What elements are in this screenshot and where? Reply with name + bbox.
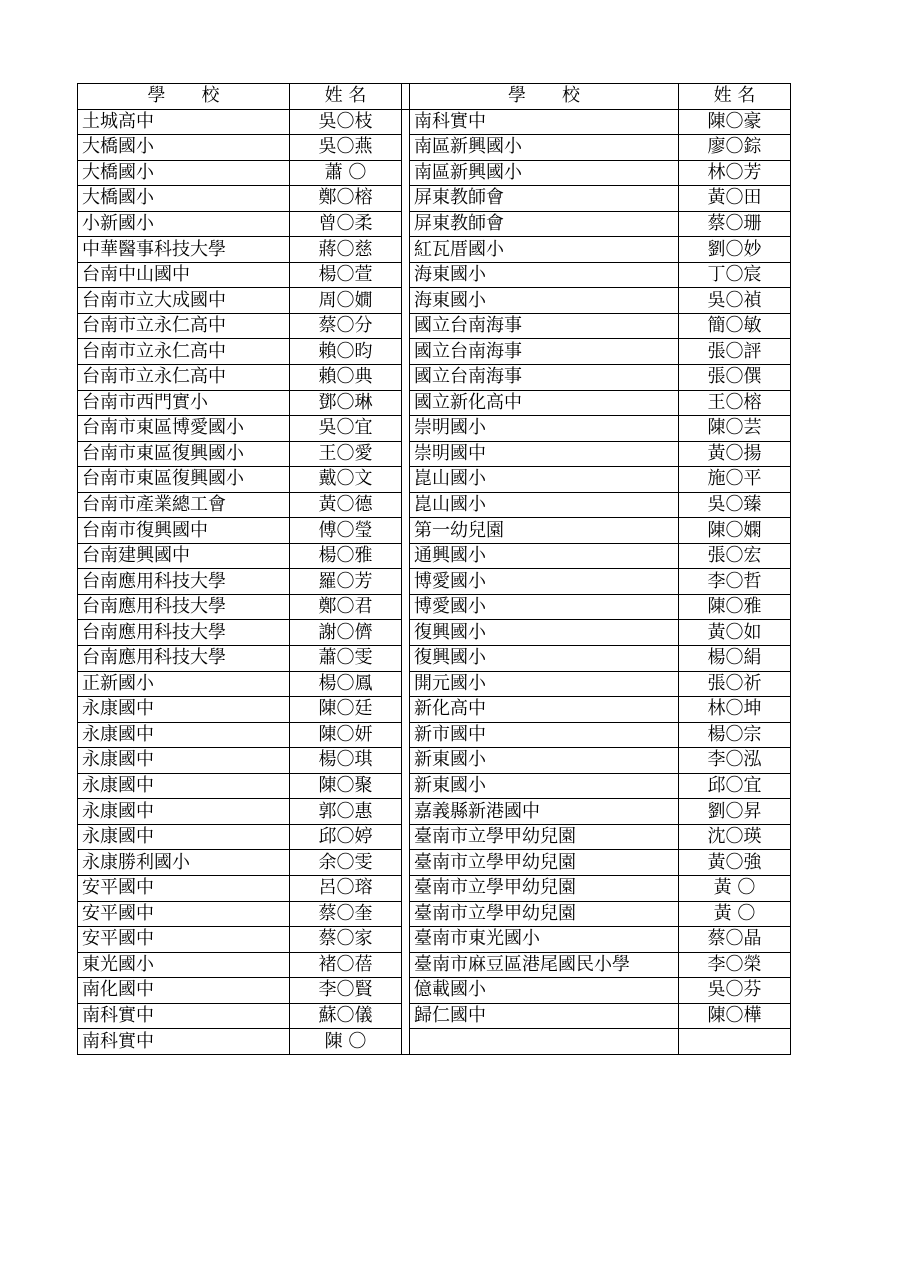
column-divider (402, 952, 410, 978)
table-row (78, 211, 791, 237)
column-divider (402, 824, 410, 850)
cell-school-left: 台南市立永仁高中 (78, 365, 290, 391)
cell-name-right: 黃〇田 (679, 186, 791, 212)
column-divider (402, 288, 410, 314)
cell-name-left: 陳〇聚 (290, 773, 402, 799)
cell-name-left: 褚〇蓓 (290, 952, 402, 978)
cell-school-right: 第一幼兒園 (410, 518, 679, 544)
cell-school-left: 台南市立永仁高中 (78, 313, 290, 339)
column-divider (402, 518, 410, 544)
cell-name-right: 簡〇敏 (679, 313, 791, 339)
cell-school-right: 開元國小 (410, 671, 679, 697)
cell-name-left: 鄧〇琳 (290, 390, 402, 416)
cell-school-right: 新市國中 (410, 722, 679, 748)
cell-school-right: 臺南市麻豆區港尾國民小學 (410, 952, 679, 978)
cell-name-right: 蔡〇晶 (679, 927, 791, 953)
cell-school-left: 永康國中 (78, 697, 290, 723)
cell-name-left: 郭〇惠 (290, 799, 402, 825)
cell-school-left: 永康國中 (78, 824, 290, 850)
cell-name-right: 吳〇臻 (679, 492, 791, 518)
cell-name-right: 陳〇樺 (679, 1003, 791, 1029)
cell-name-right: 黃 〇 (679, 875, 791, 901)
cell-name-right: 黃 〇 (679, 901, 791, 927)
cell-school-right: 通興國小 (410, 543, 679, 569)
cell-name-right: 李〇泓 (679, 748, 791, 774)
cell-name-left: 蔡〇奎 (290, 901, 402, 927)
cell-name-left: 吳〇枝 (290, 109, 402, 135)
cell-school-left: 台南應用科技大學 (78, 646, 290, 672)
cell-school-right: 南區新興國小 (410, 135, 679, 161)
table-row (78, 671, 791, 697)
cell-name-right: 施〇平 (679, 467, 791, 493)
cell-school-left: 台南市東區復興國小 (78, 467, 290, 493)
column-divider (402, 773, 410, 799)
cell-name-left: 賴〇昀 (290, 339, 402, 365)
cell-school-right: 新化高中 (410, 697, 679, 723)
cell-school-right: 崑山國小 (410, 492, 679, 518)
cell-school-left: 台南市立大成國中 (78, 288, 290, 314)
table-row (78, 927, 791, 953)
cell-name-right: 張〇祈 (679, 671, 791, 697)
table-row (78, 441, 791, 467)
cell-school-right (410, 1029, 679, 1055)
cell-name-left: 楊〇萱 (290, 262, 402, 288)
cell-name-right: 李〇哲 (679, 569, 791, 595)
cell-name-left: 蔡〇家 (290, 927, 402, 953)
cell-name-left: 楊〇雅 (290, 543, 402, 569)
cell-name-right: 陳〇嫻 (679, 518, 791, 544)
column-divider (402, 569, 410, 595)
cell-school-left: 台南應用科技大學 (78, 594, 290, 620)
table-row (78, 1003, 791, 1029)
table-row (78, 799, 791, 825)
cell-name-left: 呂〇瑢 (290, 875, 402, 901)
cell-school-right: 新東國小 (410, 773, 679, 799)
cell-school-right: 臺南市立學甲幼兒園 (410, 824, 679, 850)
cell-name-left: 邱〇婷 (290, 824, 402, 850)
table-row (78, 1029, 791, 1055)
column-divider (402, 594, 410, 620)
cell-name-left: 陳 〇 (290, 1029, 402, 1055)
cell-school-right: 海東國小 (410, 288, 679, 314)
table-row (78, 160, 791, 186)
table-row (78, 646, 791, 672)
table-row (78, 875, 791, 901)
cell-school-left: 永康國中 (78, 773, 290, 799)
table-row (78, 467, 791, 493)
table-row (78, 492, 791, 518)
table-row (78, 978, 791, 1004)
cell-school-left: 台南市立永仁高中 (78, 339, 290, 365)
cell-name-left: 戴〇文 (290, 467, 402, 493)
cell-name-left: 陳〇廷 (290, 697, 402, 723)
cell-name-right: 廖〇錝 (679, 135, 791, 161)
cell-school-left: 台南市東區復興國小 (78, 441, 290, 467)
column-divider (402, 850, 410, 876)
cell-name-right: 陳〇雅 (679, 594, 791, 620)
cell-name-left: 鄭〇君 (290, 594, 402, 620)
table-row (78, 262, 791, 288)
cell-school-left: 南科實中 (78, 1003, 290, 1029)
cell-name-right: 李〇榮 (679, 952, 791, 978)
cell-school-right: 南科實中 (410, 109, 679, 135)
table-row (78, 952, 791, 978)
table-row (78, 186, 791, 212)
cell-school-left: 安平國中 (78, 927, 290, 953)
column-divider (402, 211, 410, 237)
header-school-left: 學 校 (78, 84, 290, 110)
cell-name-right: 林〇芳 (679, 160, 791, 186)
cell-name-left: 曾〇柔 (290, 211, 402, 237)
roster-table (77, 83, 791, 1055)
cell-school-left: 土城高中 (78, 109, 290, 135)
cell-school-left: 台南市西門實小 (78, 390, 290, 416)
cell-name-right: 劉〇妙 (679, 237, 791, 263)
column-divider (402, 671, 410, 697)
cell-school-right: 博愛國小 (410, 569, 679, 595)
cell-name-left: 蘇〇儀 (290, 1003, 402, 1029)
cell-name-left: 楊〇琪 (290, 748, 402, 774)
cell-school-left: 台南中山國中 (78, 262, 290, 288)
cell-school-left: 台南應用科技大學 (78, 569, 290, 595)
cell-school-left: 台南市東區博愛國小 (78, 416, 290, 442)
cell-name-right: 邱〇宜 (679, 773, 791, 799)
cell-school-left: 永康勝利國小 (78, 850, 290, 876)
cell-school-left: 中華醫事科技大學 (78, 237, 290, 263)
table-row (78, 722, 791, 748)
cell-name-left: 傅〇瑩 (290, 518, 402, 544)
column-divider (402, 875, 410, 901)
header-row (78, 84, 791, 110)
table-row (78, 543, 791, 569)
cell-school-right: 屏東教師會 (410, 211, 679, 237)
table-row (78, 824, 791, 850)
column-divider (402, 313, 410, 339)
table-row (78, 288, 791, 314)
table-row (78, 773, 791, 799)
column-divider (402, 467, 410, 493)
cell-name-right: 陳〇芸 (679, 416, 791, 442)
cell-school-right: 博愛國小 (410, 594, 679, 620)
cell-school-right: 新東國小 (410, 748, 679, 774)
header-school-right: 學 校 (410, 84, 679, 110)
cell-school-right: 南區新興國小 (410, 160, 679, 186)
cell-name-left: 黃〇德 (290, 492, 402, 518)
column-divider (402, 339, 410, 365)
table-row (78, 313, 791, 339)
cell-school-right: 海東國小 (410, 262, 679, 288)
cell-school-right: 嘉義縣新港國中 (410, 799, 679, 825)
cell-school-left: 台南市產業總工會 (78, 492, 290, 518)
cell-name-right: 黃〇如 (679, 620, 791, 646)
column-divider (402, 365, 410, 391)
table-row (78, 901, 791, 927)
column-divider (402, 646, 410, 672)
cell-school-left: 安平國中 (78, 901, 290, 927)
column-divider (402, 492, 410, 518)
cell-school-left: 大橋國小 (78, 186, 290, 212)
cell-name-left: 吳〇宜 (290, 416, 402, 442)
column-divider (402, 748, 410, 774)
cell-school-right: 歸仁國中 (410, 1003, 679, 1029)
table-row (78, 109, 791, 135)
cell-school-right: 億載國小 (410, 978, 679, 1004)
column-divider (402, 135, 410, 161)
cell-school-right: 崑山國小 (410, 467, 679, 493)
cell-name-right: 沈〇瑛 (679, 824, 791, 850)
cell-school-left: 東光國小 (78, 952, 290, 978)
cell-name-right: 黃〇揚 (679, 441, 791, 467)
cell-school-left: 大橋國小 (78, 135, 290, 161)
table-row (78, 748, 791, 774)
cell-school-left: 正新國小 (78, 671, 290, 697)
cell-name-left: 吳〇燕 (290, 135, 402, 161)
column-divider (402, 722, 410, 748)
cell-name-left: 蕭〇雯 (290, 646, 402, 672)
cell-school-left: 小新國小 (78, 211, 290, 237)
cell-name-right: 張〇僎 (679, 365, 791, 391)
table-row (78, 518, 791, 544)
column-divider (402, 416, 410, 442)
column-divider (402, 543, 410, 569)
cell-name-right: 劉〇昇 (679, 799, 791, 825)
column-divider (402, 978, 410, 1004)
roster-body (78, 109, 791, 1054)
column-divider (402, 1003, 410, 1029)
table-row (78, 135, 791, 161)
table-row (78, 339, 791, 365)
table-row (78, 390, 791, 416)
column-divider (402, 901, 410, 927)
cell-school-right: 屏東教師會 (410, 186, 679, 212)
cell-name-left: 余〇雯 (290, 850, 402, 876)
cell-name-left: 鄭〇榕 (290, 186, 402, 212)
column-divider (402, 697, 410, 723)
cell-name-left: 羅〇芳 (290, 569, 402, 595)
column-divider (402, 390, 410, 416)
cell-school-right: 國立台南海事 (410, 365, 679, 391)
cell-name-left: 王〇愛 (290, 441, 402, 467)
cell-school-right: 臺南市立學甲幼兒園 (410, 901, 679, 927)
cell-school-left: 安平國中 (78, 875, 290, 901)
cell-name-right: 張〇評 (679, 339, 791, 365)
cell-school-left: 永康國中 (78, 799, 290, 825)
cell-school-right: 紅瓦厝國小 (410, 237, 679, 263)
cell-school-left: 永康國中 (78, 722, 290, 748)
cell-school-left: 南化國中 (78, 978, 290, 1004)
column-divider (402, 109, 410, 135)
cell-school-right: 崇明國中 (410, 441, 679, 467)
cell-school-right: 臺南市立學甲幼兒園 (410, 850, 679, 876)
cell-name-right: 蔡〇珊 (679, 211, 791, 237)
cell-name-right: 吳〇禎 (679, 288, 791, 314)
cell-name-right: 吳〇芬 (679, 978, 791, 1004)
column-divider (402, 620, 410, 646)
table-row (78, 620, 791, 646)
column-divider (402, 1029, 410, 1055)
cell-school-right: 復興國小 (410, 620, 679, 646)
header-name-left: 姓 名 (290, 84, 402, 110)
table-row (78, 365, 791, 391)
cell-name-right: 楊〇宗 (679, 722, 791, 748)
cell-name-left: 周〇嫺 (290, 288, 402, 314)
cell-name-left: 賴〇典 (290, 365, 402, 391)
cell-school-left: 永康國中 (78, 748, 290, 774)
table-row (78, 569, 791, 595)
cell-name-right: 王〇榕 (679, 390, 791, 416)
column-divider (402, 441, 410, 467)
table-row (78, 416, 791, 442)
cell-school-right: 臺南市立學甲幼兒園 (410, 875, 679, 901)
cell-school-left: 台南建興國中 (78, 543, 290, 569)
cell-school-right: 崇明國小 (410, 416, 679, 442)
cell-name-right: 林〇坤 (679, 697, 791, 723)
cell-school-left: 台南市復興國中 (78, 518, 290, 544)
cell-name-right (679, 1029, 791, 1055)
cell-name-right: 丁〇宸 (679, 262, 791, 288)
cell-name-left: 李〇賢 (290, 978, 402, 1004)
cell-name-left: 蔣〇慈 (290, 237, 402, 263)
column-divider (402, 84, 410, 110)
cell-school-right: 臺南市東光國小 (410, 927, 679, 953)
cell-school-left: 大橋國小 (78, 160, 290, 186)
column-divider (402, 927, 410, 953)
cell-name-left: 蔡〇分 (290, 313, 402, 339)
column-divider (402, 160, 410, 186)
header-name-right: 姓 名 (679, 84, 791, 110)
cell-name-left: 楊〇鳳 (290, 671, 402, 697)
cell-name-right: 黃〇強 (679, 850, 791, 876)
cell-name-left: 謝〇儕 (290, 620, 402, 646)
table-row (78, 850, 791, 876)
table-row (78, 697, 791, 723)
cell-name-right: 陳〇豪 (679, 109, 791, 135)
cell-school-right: 復興國小 (410, 646, 679, 672)
cell-school-right: 國立新化高中 (410, 390, 679, 416)
column-divider (402, 262, 410, 288)
column-divider (402, 237, 410, 263)
cell-school-right: 國立台南海事 (410, 339, 679, 365)
table-row (78, 237, 791, 263)
cell-school-left: 南科實中 (78, 1029, 290, 1055)
cell-school-left: 台南應用科技大學 (78, 620, 290, 646)
cell-name-right: 楊〇絹 (679, 646, 791, 672)
cell-name-left: 陳〇妍 (290, 722, 402, 748)
table-row (78, 594, 791, 620)
cell-name-right: 張〇宏 (679, 543, 791, 569)
column-divider (402, 186, 410, 212)
cell-school-right: 國立台南海事 (410, 313, 679, 339)
column-divider (402, 799, 410, 825)
cell-name-left: 蕭 〇 (290, 160, 402, 186)
